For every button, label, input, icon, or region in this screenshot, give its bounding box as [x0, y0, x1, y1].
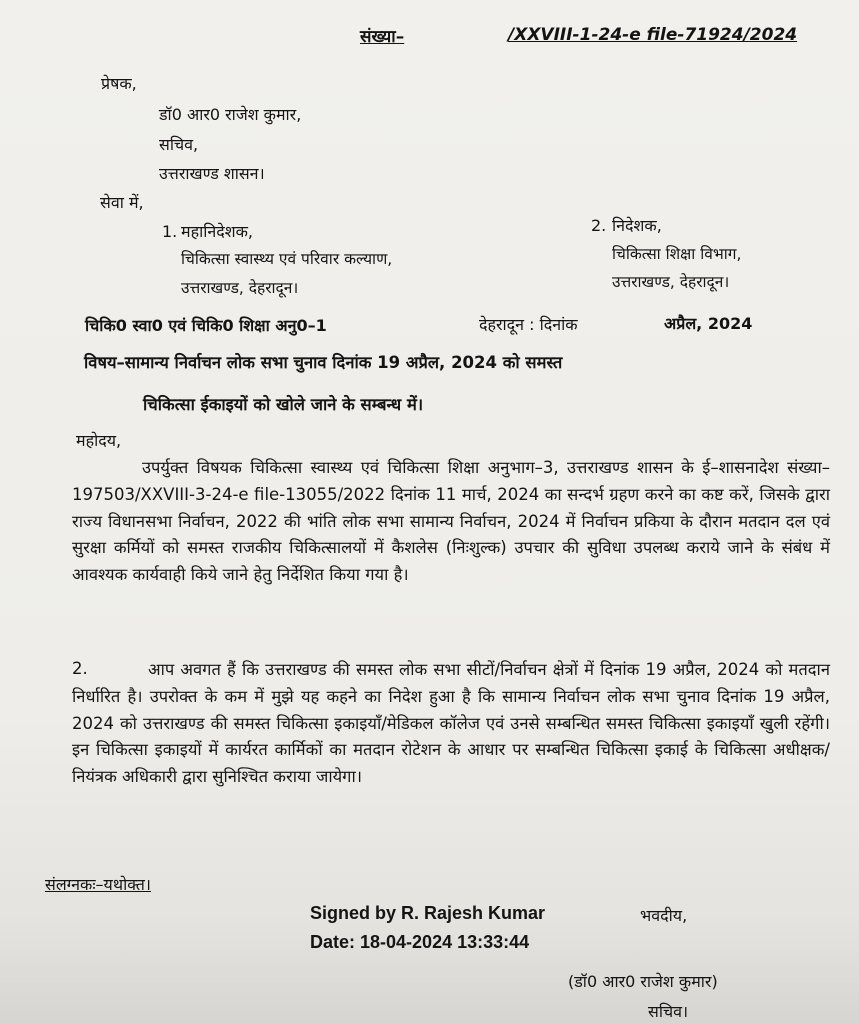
signed-by: Signed by R. Rajesh Kumar — [310, 903, 546, 923]
recipients-label: सेवा में, — [100, 193, 144, 212]
place-date-label: देहरादून : दिनांक — [479, 315, 578, 334]
closing: भवदीय, — [640, 906, 688, 925]
recipient-1-line2: उत्तराखण्ड, देहरादून। — [181, 279, 299, 297]
signatory-name: (डॉ0 आर0 राजेश कुमार) — [568, 972, 718, 991]
recipient-1-line1: चिकित्सा स्वास्थ्य एवं परिवार कल्याण, — [181, 250, 393, 268]
recipient-2-line1: चिकित्सा शिक्षा विभाग, — [612, 245, 742, 263]
sender-label: प्रेषक, — [101, 74, 137, 93]
salutation: महोदय, — [76, 431, 122, 450]
paragraph-2-number: 2. — [72, 659, 88, 678]
recipient-1-title: महानिदेशक, — [181, 222, 253, 241]
enclosure: संलग्नकः–यथोक्त। — [45, 875, 151, 894]
signatory-designation: सचिव। — [648, 1002, 689, 1021]
paragraph-2: आप अवगत हैं कि उत्तराखण्ड की समस्त लोक सभा सीटों/निर्वाचन क्षेत्रों में दिनांक 19 अप्रैल, 2024 को मतदान निर्धारित है। उपरोक्त के कम में मुझे यह कहने का निदेश हुआ है कि सामान्य निर्वाचन लोक सभा चुनाव दिनांक 19 अप्रैल, 2024 को उत्तराखण्ड की समस्त चिकित्सा इकाइयॉं/मेडिकल कॉलेज एवं उनसे सम्बन्धित समस्त चिकित्सा इकाइयॉं खुली रहेंगी। इन चिकित्सा इकाइयों में कार्यरत कार्मिकों का मतदान रोटेशन के आधार पर सम्बन्धित चिकित्सा इकाई के चिकित्सा अधीक्षक/ नियंत्रक अधिकारी द्वारा सुनिश्चित कराया जायेगा। — [72, 660, 830, 787]
reference-number: /XXVIII-1-24-e file-71924/2024 — [508, 25, 798, 45]
recipient-2-title: निदेशक, — [612, 216, 662, 235]
signature-date: Date: 18-04-2024 13:33:44 — [310, 932, 530, 952]
sender-designation: सचिव, — [159, 135, 199, 154]
department-section: चिकि0 स्वा0 एवं चिकि0 शिक्षा अनु0–1 — [85, 316, 327, 335]
subject-line-2: चिकित्सा ईकाइयों को खोले जाने के सम्बन्ध में। — [143, 395, 424, 414]
sender-name: डॉ0 आर0 राजेश कुमार, — [159, 105, 302, 124]
paragraph-1: उपर्युक्त विषयक चिकित्सा स्वास्थ्य एवं चिकित्सा शिक्षा अनुभाग–3, उत्तराखण्ड शासन के ई–शासनादेश संख्या–197503/XXVIII-3-24-e file-13055/2022 दिनांक 11 मार्च, 2024 का सन्दर्भ ग्रहण करने का कष्ट करें, जिसके द्वारा राज्य विधानसभा निर्वाचन, 2022 की भांति लोक सभा सामान्य निर्वाचन, 2024 में निर्वाचन प्रकिया के दौरान मतदान दल एवं सुरक्षा कर्मियों को समस्त राजकीय चिकित्सालयों में कैशलेस (निःशुल्क) उपचार की सुविधा उपलब्ध कराये जाने के संबंध में आवश्यक कार्यवाही किये जाने हेतु निर्देशित किया गया है। — [72, 458, 830, 585]
recipient-2-number: 2. — [591, 216, 607, 235]
letter-date: अप्रैल, 2024 — [664, 314, 753, 333]
subject-line-1: विषय–सामान्य निर्वाचन लोक सभा चुनाव दिनांक 19 अप्रैल, 2024 को समस्त — [84, 353, 563, 372]
recipient-2-line2: उत्तराखण्ड, देहरादून। — [612, 273, 730, 291]
sender-office: उत्तराखण्ड शासन। — [159, 164, 265, 183]
recipient-1-number: 1. — [162, 222, 178, 241]
number-label: संख्या– — [360, 27, 405, 47]
